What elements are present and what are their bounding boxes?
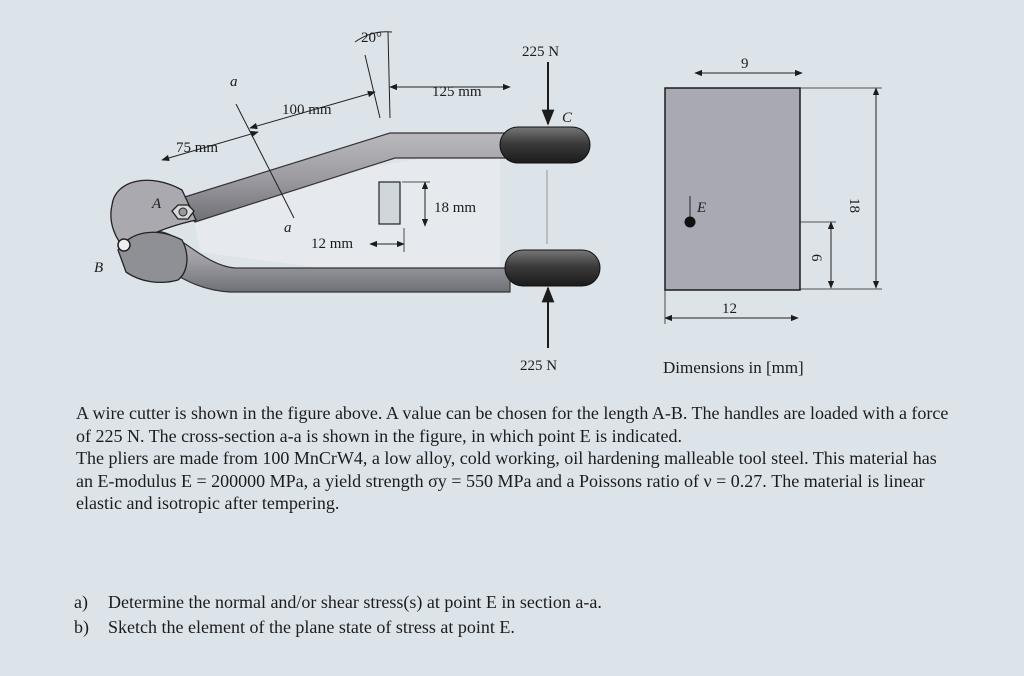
problem-paragraph-1: A wire cutter is shown in the figure above. A value can be chosen for the length A-B. The handles are loaded with a force of 225 N. The cross-section a-a is shown in the figure, in which point E is indicated. [76, 403, 949, 446]
force-top-label: 225 N [522, 44, 560, 60]
wire-circle [118, 239, 130, 251]
question-item-a [74, 590, 954, 615]
dim-6-label: 6 [808, 254, 824, 262]
dim-18-right-label: 18 [846, 198, 862, 213]
label-A: A [152, 196, 162, 212]
dim-12-bottom-label: 12 [722, 301, 737, 317]
label-C: C [562, 110, 573, 126]
problem-paragraph-2: The pliers are made from 100 MnCrW4, a low alloy, cold working, oil hardening malleable tool steel. This material has an E-modulus E = 200000 MPa, a yield strength σy = 550 MPa and a Poissons ratio of ν = 0.27. The material is linear elastic and isotropic after tempering. [76, 448, 937, 513]
dim-125-label: 125 mm [432, 84, 482, 100]
mini-section [379, 182, 400, 224]
problem-text [76, 402, 956, 515]
question-text: Sketch the element of the plane state of stress at point E. [108, 617, 515, 637]
units-note: Dimensions in [mm] [663, 358, 804, 377]
angle-line-2 [388, 32, 390, 118]
cross-section-aa [663, 56, 882, 377]
lower-grip [505, 250, 600, 286]
section-rect [665, 88, 800, 290]
point-E [685, 217, 696, 228]
question-label: a) [74, 592, 88, 612]
dim-100-label: 100 mm [282, 102, 332, 118]
question-text: Determine the normal and/or shear stress(s) at point E in section a-a. [108, 592, 602, 612]
label-a-bottom: a [284, 220, 292, 236]
dim-12-label: 12 mm [311, 236, 354, 252]
question-list [74, 590, 954, 640]
upper-grip [500, 127, 590, 163]
dim-9-label: 9 [741, 56, 749, 72]
point-E-label: E [697, 200, 707, 216]
angle-label: 20° [361, 30, 382, 46]
label-B: B [94, 260, 104, 276]
force-bottom-label: 225 N [520, 358, 558, 374]
dim-75-label: 75 mm [176, 140, 219, 156]
question-label: b) [74, 617, 89, 637]
dim-18-label: 18 mm [434, 200, 477, 216]
question-item-b [74, 615, 954, 640]
angle-line-1 [365, 55, 380, 118]
label-a-top: a [230, 74, 238, 90]
